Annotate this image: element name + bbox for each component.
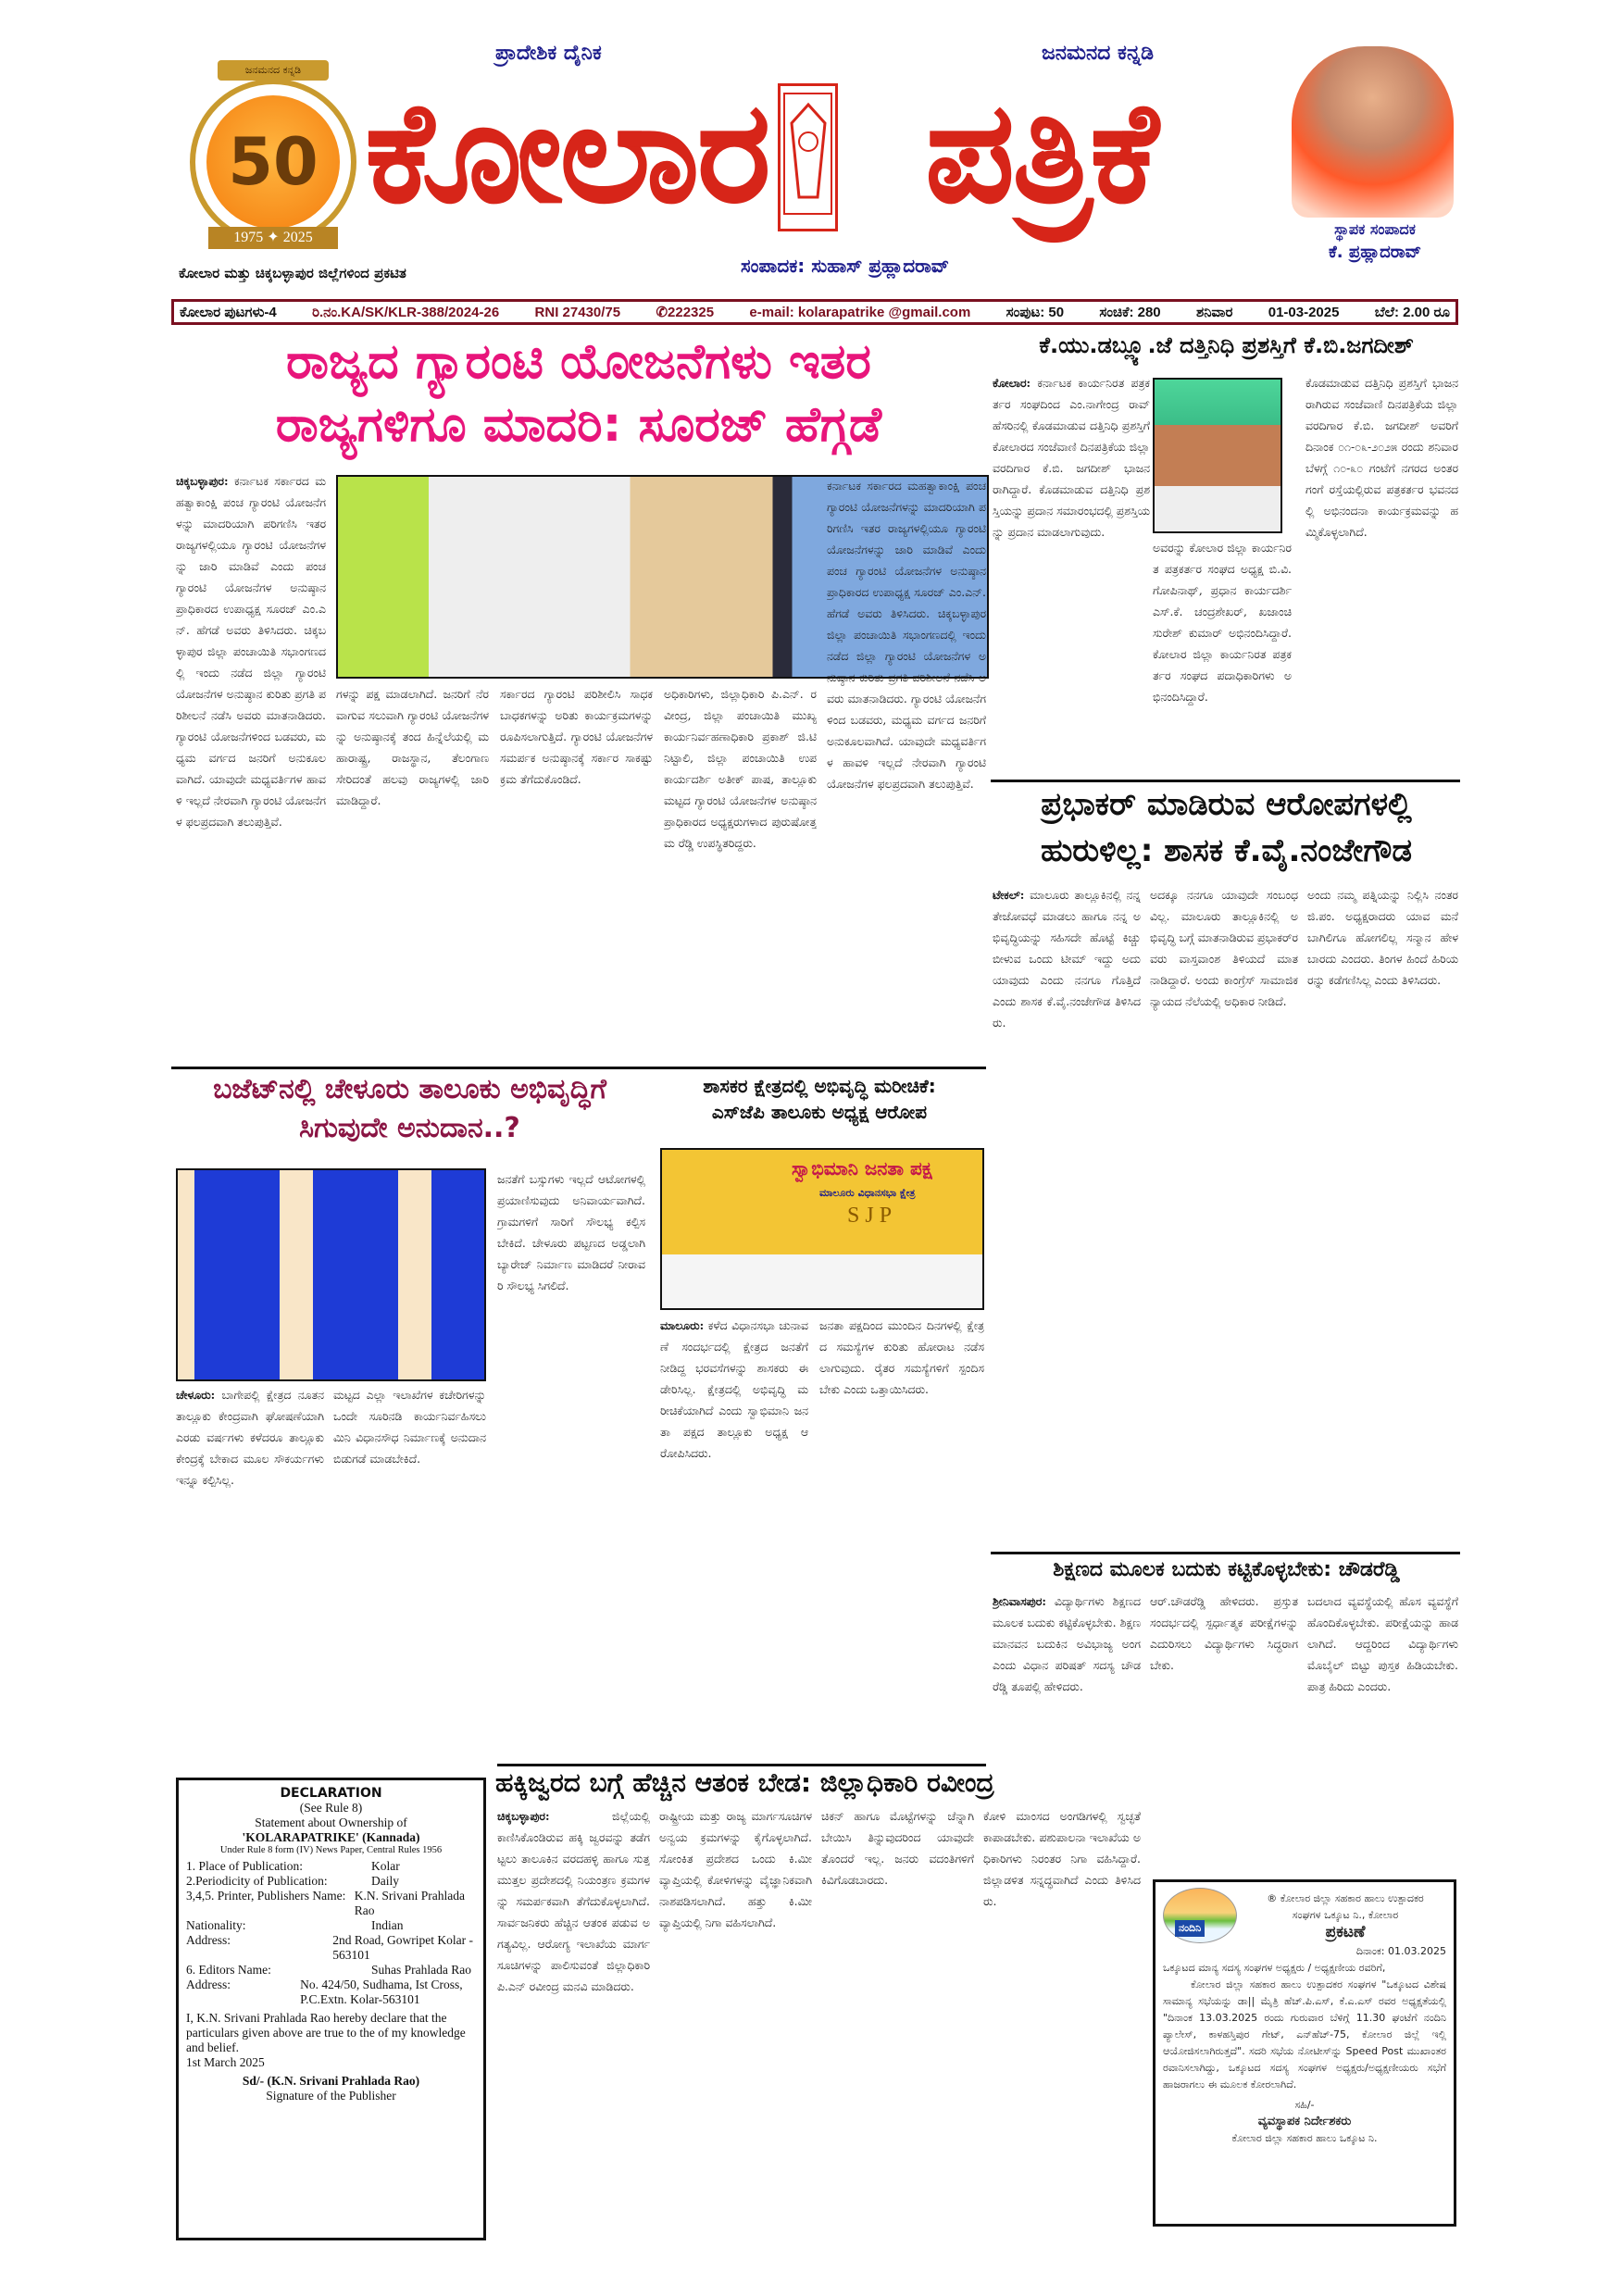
allegation-dateline: ಟೇಕಲ್: [993,888,1025,902]
allegation-body-col3: ಅಂದು ನಮ್ಮ ಪತ್ನಿಯನ್ನು ನಿಲ್ಲಿಸಿ ನಂತರ ಜಿ.ಪಂ. ಅಧ್ಯಕ್ಷರಾದರು ಯಾವ ಮನೆ ಬಾಗಿಲಿಗೂ ಹೋಗಲಿಲ್ಲ ಸನ್ಮಾನ ಹೇಳಬಾರದು ಎಂದರು. ತಿಂಗಳ ಹಿಂದೆ ಹಿರಿಯರನ್ನು ಕಡೆಗಣಿಸಿಲ್ಲ ಎಂದು ತಿಳಿಸಿದರು. [1307,888,1458,987]
budget-photo [176,1168,486,1381]
nandini-logo-icon: ನಂದಿನಿ [1163,1888,1237,1943]
birdflu-headline: ಹಕ್ಕಿಜ್ವರದ ಬಗ್ಗೆ ಹೆಚ್ಚಿನ ಆತಂಕ ಬೇಡ: ಜಿಲ್ಲಾಧಿಕಾರಿ ರವೀಂದ್ರ [495,1767,994,1798]
education-body-col3: ಬದಲಾದ ವ್ಯವಸ್ಥೆಯಲ್ಲಿ ಹೊಸ ವ್ಯವಸ್ಥೆಗೆ ಹೊಂದಿಕೊಳ್ಳಬೇಕು. ಪರೀಕ್ಷೆಯನ್ನು ಹಾಡಲಾಗಿದೆ. ಆದ್ದರಿಂದ ವಿದ್ಯಾರ್ಥಿಗಳು ಮೊಬೈಲ್ ಬಿಟ್ಟು ಪುಸ್ತಕ ಹಿಡಿಯಬೇಕು. ಪಾತ್ರ ಹಿರಿದು ಎಂದರು. [1307,1594,1458,1693]
birdflu-body-col4: ಕೋಳಿ ಮಾಂಸದ ಅಂಗಡಿಗಳಲ್ಲಿ ಸ್ವಚ್ಛತೆ ಕಾಪಾಡಬೇಕು. ಪಶುಪಾಲನಾ ಇಲಾಖೆಯ ಅಧಿಕಾರಿಗಳು ನಿರಂತರ ನಿಗಾ ವಹಿಸಿದ್ದಾರೆ. ಜಿಲ್ಲಾಡಳಿತ ಸನ್ನದ್ಧವಾಗಿದೆ ಎಂದು ತಿಳಿಸಿದರು. [983,1809,1141,1908]
lead-body-col1: ಚಿಕ್ಕಬಳ್ಳಾಪುರ: ಕರ್ನಾಟಕ ಸರ್ಕಾರದ ಮಹತ್ವಾಕಾಂಕ್ಷಿ ಪಂಚ ಗ್ಯಾರಂಟಿ ಯೋಜನೆಗಳನ್ನು ಮಾದರಿಯಾಗಿ ಪರಿಗಣಿಸಿ ಇತರ ರಾಜ್ಯಗಳಲ್ಲಿಯೂ ಗ್ಯಾರಂಟಿ ಯೋಜನೆಗಳನ್ನು ಜಾರಿ ಮಾಡಿವೆ ಎಂದು ಪಂಚ ಗ್ಯಾರಂಟಿ ಯೋಜನೆಗಳ ಅನುಷ್ಠಾನ ಪ್ರಾಧಿಕಾರದ ಉಪಾಧ್ಯಕ್ಷ ಸೂರಜ್ ಎಂ.ಎನ್. ಹೆಗಡೆ ಅವರು ತಿಳಿಸಿದರು. ಚಿಕ್ಕಬಳ್ಳಾಪುರ ಜಿಲ್ಲಾ ಪಂಚಾಯಿತಿ ಸಭಾಂಗಣದಲ್ಲಿ ಇಂದು ನಡೆದ ಜಿಲ್ಲಾ ಗ್ಯಾರಂಟಿ ಯೋಜನೆಗಳ ಅನುಷ್ಠಾನ ಕುರಿತು ಪ್ರಗತಿ ಪರಿಶೀಲನೆ ನಡೆಸಿ ಅವರು ಮಾತನಾಡಿದರು. ಗ್ಯಾರಂಟಿ ಯೋಜನೆಗಳಿಂದ ಬಡವರು, ಮಧ್ಯಮ ವರ್ಗದ ಜನರಿಗೆ ಅನುಕೂಲವಾಗಿದೆ. ಯಾವುದೇ ಮಧ್ಯವರ್ತಿಗಳ ಹಾವಳಿ ಇಲ್ಲದೆ ನೇರವಾಗಿ ಗ್ಯಾರಂಟಿ ಯೋಜನೆಗಳ ಫಲಪ್ರದವಾಗಿ ತಲುಪುತ್ತಿವೆ. [176,474,326,829]
notice-title: ಪ್ರಕಟಣೆ [1325,1923,1366,1941]
lead-body-col4: ಅಧಿಕಾರಿಗಳು, ಜಿಲ್ಲಾಧಿಕಾರಿ ಪಿ.ಎನ್. ರವೀಂದ್ರ, ಜಿಲ್ಲಾ ಪಂಚಾಯಿತಿ ಮುಖ್ಯ ಕಾರ್ಯನಿರ್ವಹಣಾಧಿಕಾರಿ ಪ್ರಕಾಶ್ ಜಿ.ಟಿ ನಿಟ್ಟಾಲಿ, ಜಿಲ್ಲಾ ಪಂಚಾಯಿತಿ ಉಪ ಕಾರ್ಯದರ್ಶಿ ಅತೀಕ್ ಪಾಷ, ತಾಲ್ಲೂಕು ಮಟ್ಟದ ಗ್ಯಾರಂಟಿ ಯೋಜನೆಗಳ ಅನುಷ್ಠಾನ ಪ್ರಾಧಿಕಾರದ ಅಧ್ಯಕ್ಷರುಗಳಾದ ಪುರುಷೋತ್ತಮ ರೆಡ್ಡಿ ಉಪಸ್ಥಿತರಿದ್ದರು. [664,687,817,850]
masthead-title-left: ಕೋಲಾರ [366,71,769,234]
education-body-col2: ಆರ್.ಚೌಡರೆಡ್ಡಿ ಹೇಳಿದರು. ಪ್ರಸ್ತುತ ಸಂದರ್ಭದಲ್ಲಿ ಸ್ಪರ್ಧಾತ್ಮಕ ಪರೀಕ್ಷೆಗಳನ್ನು ಎದುರಿಸಲು ವಿದ್ಯಾರ್ಥಿಗಳು ಸಿದ್ಧರಾಗಬೇಕು. [1150,1594,1298,1672]
lead-body-col3: ಸರ್ಕಾರದ ಗ್ಯಾರಂಟಿ ಪರಿಶೀಲಿಸಿ ಸಾಧಕ ಬಾಧಕಗಳನ್ನು ಅರಿತು ಕಾರ್ಯಕ್ರಮಗಳನ್ನು ರೂಪಿಸಲಾಗುತ್ತಿದೆ. ಗ್ಯಾರಂಟಿ ಯೋಜನೆಗಳ ಸಮರ್ಪಕ ಅನುಷ್ಠಾನಕ್ಕೆ ಸರ್ಕಾರ ಸಾಕಷ್ಟು ಕ್ರಮ ತೆಗೆದುಕೊಂಡಿದೆ. [500,687,653,786]
birdflu-body-col2: ರಾಷ್ಟ್ರೀಯ ಮತ್ತು ರಾಜ್ಯ ಮಾರ್ಗಸೂಚಿಗಳ ಅನ್ವಯ ಕ್ರಮಗಳನ್ನು ಕೈಗೊಳ್ಳಲಾಗಿದೆ. ಸೋಂಕಿತ ಪ್ರದೇಶದ ಒಂದು ಕಿ.ಮೀ ವ್ಯಾಪ್ತಿಯಲ್ಲಿ ಕೋಳಿಗಳನ್ನು ವೈಜ್ಞಾನಿಕವಾಗಿ ನಾಶಪಡಿಸಲಾಗಿದೆ. ಹತ್ತು ಕಿ.ಮೀ ವ್ಯಾಪ್ತಿಯಲ್ಲಿ ನಿಗಾ ವಹಿಸಲಾಗಿದೆ. [659,1809,812,1929]
allegation-body-col1: ಟೇಕಲ್: ಮಾಲೂರು ತಾಲ್ಲೂಕಿನಲ್ಲಿ ನನ್ನ ತೇಜೋವಧೆ ಮಾಡಲು ಹಾಗೂ ನನ್ನ ಅಭಿವೃದ್ಧಿಯನ್ನು ಸಹಿಸದೇ ಹೊಟ್ಟೆ ಕಿಚ್ಚು ಬೀಳುವ ಒಂದು ಟೀಮ್ ಇದ್ದು ಅದು ಯಾವುದು ಎಂದು ನನಗೂ ಗೊತ್ತಿದೆ ಎಂದು ಶಾಸಕ ಕೆ.ವೈ.ನಂಜೇಗೌಡ ತಿಳಿಸಿದರು. [993,888,1141,1029]
allegation-headline-1: ಪ್ರಭಾಕರ್ ಮಾಡಿರುವ ಆರೋಪಗಳಲ್ಲಿ [1041,786,1412,823]
anniversary-logo [181,51,366,255]
budget-body-col1: ಚೇಳೂರು: ಬಾಗೇಪಲ್ಲಿ ಕ್ಷೇತ್ರದ ನೂತನ ತಾಲ್ಲೂಕು ಕೇಂದ್ರವಾಗಿ ಘೋಷಣೆಯಾಗಿ ಎರಡು ವರ್ಷಗಳು ಕಳೆದರೂ ತಾಲ್ಲೂಕು ಕೇಂದ್ರಕ್ಕೆ ಬೇಕಾದ ಮೂಲ ಸೌಕರ್ಯಗಳು ಇನ್ನೂ ಕಲ್ಪಿಸಿಲ್ಲ. [176,1388,324,1487]
logo-number: 50 [206,95,340,229]
page-count: ಕೋಲಾರ ಪುಟಗಳು-4 [180,304,277,320]
birdflu-dateline: ಚಿಕ್ಕಬಳ್ಳಾಪುರ: [497,1809,550,1823]
founder-name: ಕೆ. ಪ್ರಹ್ಲಾದರಾವ್ [1328,243,1422,262]
registration-number: ರಿ.ನಂ.KA/SK/KLR-388/2024-26 [312,304,500,320]
notice-body: ಕೋಲಾರ ಜಿಲ್ಲಾ ಸಹಕಾರ ಹಾಲು ಉತ್ಪಾದಕರ ಸಂಘಗಳ "ಒಕ್ಕೂಟದ ವಿಶೇಷ ಸಾಮಾನ್ಯ ಸಭೆಯನ್ನು ಡಾ|| ಮೈತ್ರಿ ಹೆಚ್.ಪಿ.ಎಸ್, ಕೆ.ಎ.ಎಸ್ ರವರ ಅಧ್ಯಕ್ಷತೆಯಲ್ಲಿ "ದಿನಾಂಕ 13.03.2025 ರಂದು ಗುರುವಾರ ಬೆಳಿಗ್ಗೆ 11.30 ಘಂಟೆಗೆ ನಂದಿನಿ ಪ್ಯಾಲೇಸ್, ಕಾಳಹಸ್ತಿಪುರ ಗೇಟ್, ಎನ್‌ಹೆಚ್-75, ಕೋಲಾರ ಜಿಲ್ಲೆ ಇಲ್ಲಿ ಆಯೋಜಿಸಲಾಗಿರುತ್ತದೆ". ಸದರಿ ಸಭೆಯ ನೋಟೀಸ್‌ನ್ನು Speed Post ಮುಖಾಂತರ ರವಾನಿಸಲಾಗಿದ್ದು, ಒಕ್ಕೂಟದ ಸದಸ್ಯ ಸಂಘಗಳ ಅಧ್ಯಕ್ಷರು/ಅಧ್ಯಕ್ಷಣೀಯರು ಸಭೆಗೆ ಹಾಜರಾಗಲು ಈ ಮೂಲಕ ಕೋರಲಾಗಿದೆ. [1163,1978,1446,2090]
lead-dateline: ಚಿಕ್ಕಬಳ್ಳಾಪುರ: [176,474,229,488]
sjp-body-col2: ಜನತಾ ಪಕ್ಷದಿಂದ ಮುಂದಿನ ದಿನಗಳಲ್ಲಿ ಕ್ಷೇತ್ರದ ಸಮಸ್ಯೆಗಳ ಕುರಿತು ಹೋರಾಟ ನಡೆಸಲಾಗುವುದು. ರೈತರ ಸಮಸ್ಯೆಗಳಿಗೆ ಸ್ಪಂದಿಸಬೇಕು ಎಂದು ಒತ್ತಾಯಿಸಿದರು. [819,1318,984,1396]
nandini-notice: ನಂದಿನಿ ® ಕೋಲಾರ ಜಿಲ್ಲಾ ಸಹಕಾರ ಹಾಲು ಉತ್ಪಾದಕರ ಸಂಘಗಳ ಒಕ್ಕೂಟ ನಿ., ಕೋಲಾರ ಪ್ರಕಟಣೆ ದಿನಾಂಕ: 01.03.2025 ಒಕ್ಕೂಟದ ಮಾನ್ಯ ಸದಸ್ಯ ಸಂಘಗಳ ಅಧ್ಯಕ್ಷರು / ಅಧ್ಯಕ್ಷಣೀಯ ರವರಿಗೆ, ಕೋಲಾರ ಜಿಲ್ಲಾ ಸಹಕಾರ ಹಾಲು ಉತ್ಪಾದಕರ ಸಂಘಗಳ "ಒಕ್ಕೂಟದ ವಿಶೇಷ ಸಾಮಾನ್ಯ ಸಭೆಯನ್ನು ಡಾ|| ಮೈತ್ರಿ ಹೆಚ್.ಪಿ.ಎಸ್, ಕೆ.ಎ.ಎಸ್ ರವರ ಅಧ್ಯಕ್ಷತೆಯಲ್ಲಿ "ದಿನಾಂಕ 13.03.2025 ರಂದು ಗುರುವಾರ ಬೆಳಿಗ್ಗೆ 11.30 ಘಂಟೆಗೆ ನಂದಿನಿ ಪ್ಯಾಲೇಸ್, ಕಾಳಹಸ್ತಿಪುರ ಗೇಟ್, ಎನ್‌ಹೆಚ್-75, ಕೋಲಾರ ಜಿಲ್ಲೆ ಇಲ್ಲಿ ಆಯೋಜಿಸಲಾಗಿರುತ್ತದೆ". ಸದರಿ ಸಭೆಯ ನೋಟೀಸ್‌ನ್ನು Speed Post ಮುಖಾಂತರ ರವಾನಿಸಲಾಗಿದ್ದು, ಒಕ್ಕೂಟದ ಸದಸ್ಯ ಸಂಘಗಳ ಅಧ್ಯಕ್ಷರು/ಅಧ್ಯಕ್ಷಣೀಯರು ಸಭೆಗೆ ಹಾಜರಾಗಲು ಈ ಮೂಲಕ ಕೋರಲಾಗಿದೆ. ಸಹಿ/- ವ್ಯವಸ್ಥಾಪಕ ನಿರ್ದೇಶಕರು ಕೋಲಾರ ಜಿಲ್ಲಾ ಸಹಕಾರ ಹಾಲು ಒಕ್ಕೂಟ ನಿ. [1153,1879,1456,2227]
sjp-photo [660,1148,984,1310]
issue: ಸಂಚಿಕೆ: 280 [1099,304,1161,320]
education-body-col1: ಶ್ರೀನಿವಾಸಪುರ: ವಿದ್ಯಾರ್ಥಿಗಳು ಶಿಕ್ಷಣದ ಮೂಲಕ ಬದುಕು ಕಟ್ಟಿಕೊಳ್ಳಬೇಕು. ಶಿಕ್ಷಣ ಮಾನವನ ಬದುಕಿನ ಅವಿಭಾಜ್ಯ ಅಂಗ ಎಂದು ವಿಧಾನ ಪರಿಷತ್ ಸದಸ್ಯ ಚೌಡರೆಡ್ಡಿ ತೂಪಲ್ಲಿ ಹೇಳಿದರು. [993,1594,1141,1693]
lead-body-col5: ಕರ್ನಾಟಕ ಸರ್ಕಾರದ ಮಹತ್ವಾಕಾಂಕ್ಷಿ ಪಂಚ ಗ್ಯಾರಂಟಿ ಯೋಜನೆಗಳನ್ನು ಮಾದರಿಯಾಗಿ ಪರಿಗಣಿಸಿ ಇತರ ರಾಜ್ಯಗಳಲ್ಲಿಯೂ ಗ್ಯಾರಂಟಿ ಯೋಜನೆಗಳನ್ನು ಜಾರಿ ಮಾಡಿವೆ ಎಂದು ಪಂಚ ಗ್ಯಾರಂಟಿ ಯೋಜನೆಗಳ ಅನುಷ್ಠಾನ ಪ್ರಾಧಿಕಾರದ ಉಪಾಧ್ಯಕ್ಷ ಸೂರಜ್ ಎಂ.ಎನ್. ಹೆಗಡೆ ಅವರು ತಿಳಿಸಿದರು. ಚಿಕ್ಕಬಳ್ಳಾಪುರ ಜಿಲ್ಲಾ ಪಂಚಾಯಿತಿ ಸಭಾಂಗಣದಲ್ಲಿ ಇಂದು ನಡೆದ ಜಿಲ್ಲಾ ಗ್ಯಾರಂಟಿ ಯೋಜನೆಗಳ ಅನುಷ್ಠಾನ ಕುರಿತು ಪ್ರಗತಿ ಪರಿಶೀಲನೆ ನಡೆಸಿ ಅವರು ಮಾತನಾಡಿದರು. ಗ್ಯಾರಂಟಿ ಯೋಜನೆಗಳಿಂದ ಬಡವರು, ಮಧ್ಯಮ ವರ್ಗದ ಜನರಿಗೆ ಅನುಕೂಲವಾಗಿದೆ. ಯಾವುದೇ ಮಧ್ಯವರ್ತಿಗಳ ಹಾವಳಿ ಇಲ್ಲದೆ ನೇರವಾಗಿ ಗ್ಯಾರಂಟಿ ಯೋಜನೆಗಳ ಫಲಪ್ರದವಾಗಿ ತಲುಪುತ್ತಿವೆ. [827,479,986,791]
budget-dateline: ಚೇಳೂರು: [176,1388,216,1402]
education-dateline: ಶ್ರೀನಿವಾಸಪುರ: [993,1594,1046,1608]
budget-headline-1: ಬಜೆಟ್‌ನಲ್ಲಿ ಚೇಳೂರು ತಾಲೂಕು ಅಭಿವೃದ್ಧಿಗೆ [213,1073,606,1105]
allegation-body-col2: ಅದಕ್ಕೂ ನನಗೂ ಯಾವುದೇ ಸಂಬಂಧವಿಲ್ಲ. ಮಾಲೂರು ತಾಲ್ಲೂಕಿನಲ್ಲಿ ಅಭಿವೃದ್ಧಿ ಬಗ್ಗೆ ಮಾತನಾಡಿರುವ ಪ್ರಭಾಕರ್‌ರವರು ವಾಸ್ತವಾಂಶ ತಿಳಿಯದೆ ಮಾತನಾಡಿದ್ದಾರೆ. ಅಂದು ಕಾಂಗ್ರೆಸ್ ಸಾಮಾಜಿಕ ನ್ಯಾಯದ ನೆಲೆಯಲ್ಲಿ ಅಧಿಕಾರ ನೀಡಿದೆ. [1150,888,1298,1008]
ownership-declaration: DECLARATION (See Rule 8) Statement about Ownership of 'KOLARAPATRIKE' (Kannada) Under Rule 8 form (IV) News Paper, Central Rules 1956 1. Place of Publication: Kolar 2.Periodicity of Publication: Daily 3,4,5. Printer, Publishers Name: K.N. Srivani Prahlada Rao Nationality: Indian Address: 2nd Road, Gowripet Kolar - 563101 6. Editors Name: Suhas Prahlada Rao Address: No. 424/50, Sudhama, Ist Cross, P.C.Extn. Kolar-563101 I, K.N. Srivani Prahlada Rao hereby declare that the particulars given above are true to the of my knowledge and belief. 1st March 2025 Sd/- (K.N. Srivani Prahlada Rao) Signature of the Publisher [176,1778,486,2240]
section-divider [171,1067,986,1069]
declaration-title: DECLARATION [280,1786,382,1801]
section-divider [991,780,1460,782]
founder-photo [1292,46,1454,218]
allegation-headline-2: ಹುರುಳಿಲ್ಲ: ಶಾಸಕ ಕೆ.ವೈ.ನಂಜೇಗೌಡ [1040,832,1413,869]
award-dateline: ಕೋಲಾರ: [993,376,1031,390]
award-body-col1: ಕೋಲಾರ: ಕರ್ನಾಟಕ ಕಾರ್ಯನಿರತ ಪತ್ರಕರ್ತರ ಸಂಘದಿಂದ ಎಂ.ನಾಗೇಂದ್ರ ರಾವ್ ಹೆಸರಿನಲ್ಲಿ ಕೊಡಮಾಡುವ ದತ್ತಿನಿಧಿ ಪ್ರಶಸ್ತಿಗೆ ಕೋಲಾರದ ಸಂಜೆವಾಣಿ ದಿನಪತ್ರಿಕೆಯ ಜಿಲ್ಲಾ ವರದಿಗಾರ ಕೆ.ಬಿ. ಜಗದೀಶ್ ಭಾಜನರಾಗಿದ್ದಾರೆ. ಕೊಡಮಾಡುವ ದತ್ತಿನಿಧಿ ಪ್ರಶಸ್ತಿಯನ್ನು ಪ್ರದಾನ ಸಮಾರಂಭದಲ್ಲಿ ಪ್ರಶಸ್ತಿಯನ್ನು ಪ್ರದಾನ ಮಾಡಲಾಗುವುದು. [993,376,1150,539]
birdflu-body-col1: ಚಿಕ್ಕಬಳ್ಳಾಪುರ: ಜಿಲ್ಲೆಯಲ್ಲಿ ಕಾಣಿಸಿಕೊಂಡಿರುವ ಹಕ್ಕಿ ಜ್ವರವನ್ನು ತಡೆಗಟ್ಟಲು ತಾಲೂಕಿನ ವರದಹಳ್ಳಿ ಹಾಗೂ ಸುತ್ತಮುತ್ತಲ ಪ್ರದೇಶದಲ್ಲಿ ನಿಯಂತ್ರಣ ಕ್ರಮಗಳನ್ನು ಸಮರ್ಪಕವಾಗಿ ತೆಗೆದುಕೊಳ್ಳಲಾಗಿದೆ. ಸಾರ್ವಜನಿಕರು ಹೆಚ್ಚಿನ ಆತಂಕ ಪಡುವ ಅಗತ್ಯವಿಲ್ಲ. ಆರೋಗ್ಯ ಇಲಾಖೆಯ ಮಾರ್ಗಸೂಚಿಗಳನ್ನು ಪಾಲಿಸುವಂತೆ ಜಿಲ್ಲಾಧಿಕಾರಿ ಪಿ.ಎನ್ ರವೀಂದ್ರ ಮನವಿ ಮಾಡಿದರು. [497,1809,650,1993]
lead-body-col2: ಗಳನ್ನು ಪಕ್ಷ ಮಾಡಲಾಗಿದೆ. ಜನರಿಗೆ ನೆರವಾಗುವ ಸಲುವಾಗಿ ಗ್ಯಾರಂಟಿ ಯೋಜನೆಗಳನ್ನು ಅನುಷ್ಠಾನಕ್ಕೆ ತಂದ ಹಿನ್ನೆಲೆಯಲ್ಲಿ ಮಹಾರಾಷ್ಟ್ರ, ರಾಜಸ್ಥಾನ, ತೆಲಂಗಾಣ ಸೇರಿದಂತೆ ಹಲವು ರಾಜ್ಯಗಳಲ್ಲಿ ಜಾರಿ ಮಾಡಿದ್ದಾರೆ. [336,687,489,807]
sjp-headline-2: ಎಸ್‌ಜೆಪಿ ತಾಲೂಕು ಅಧ್ಯಕ್ಷ ಆರೋಪ [711,1101,928,1123]
masthead-emblem-icon [778,83,838,231]
weekday: ಶನಿವಾರ [1195,304,1233,320]
notice-date: ದಿನಾಂಕ: 01.03.2025 [1355,1945,1446,1957]
award-body-col3: ಕೊಡಮಾಡುವ ದತ್ತಿನಿಧಿ ಪ್ರಶಸ್ತಿಗೆ ಭಾಜನರಾಗಿರುವ ಸಂಜೆವಾಣಿ ದಿನಪತ್ರಿಕೆಯ ಜಿಲ್ಲಾ ವರದಿಗಾರ ಕೆ.ಬಿ. ಜಗದೀಶ್ ಅವರಿಗೆ ದಿನಾಂಕ ೦೧-೦೩-೨೦೨೫ ರಂದು ಶನಿವಾರ ಬೆಳಗ್ಗೆ ೧೦-೩೦ ಗಂಟೆಗೆ ನಗರದ ಅಂತರಗಂಗೆ ರಸ್ತೆಯಲ್ಲಿರುವ ಪತ್ರಕರ್ತರ ಭವನದಲ್ಲಿ ಅಭಿನಂದನಾ ಕಾರ್ಯಕ್ರಮವನ್ನು ಹಮ್ಮಿಕೊಳ್ಳಲಾಗಿದೆ. [1305,376,1458,539]
email-address[interactable]: e-mail: kolarapatrike @gmail.com [749,304,971,320]
masthead-title-right: ಪತ್ರಿಕೆ [926,71,1157,234]
award-headline: ಕೆ.ಯು.ಡಬ್ಲ್ಯೂ.ಜೆ ದತ್ತಿನಿಧಿ ಪ್ರಶಸ್ತಿಗೆ ಕೆ.ಬಿ.ಜಗದೀಶ್ [1039,332,1414,358]
section-divider [991,1552,1460,1554]
logo-ribbon: ಜನಮನದ ಕನ್ನಡಿ [218,60,329,81]
lead-headline-2: ರಾಜ್ಯಗಳಿಗೂ ಮಾದರಿ: ಸೂರಜ್ ಹೆಗ್ಗಡೆ [275,397,882,453]
sjp-dateline: ಮಾಲೂರು: [660,1318,705,1332]
founder-role: ಸ್ಥಾಪಕ ಸಂಪಾದಕ [1334,220,1416,238]
budget-headline-2: ಸಿಗುವುದೇ ಅನುದಾನ..? [299,1112,520,1144]
award-photo [1153,378,1282,533]
tagline-right: ಜನಮನದ ಕನ್ನಡಿ [1042,42,1155,65]
sjp-body-col1: ಮಾಲೂರು: ಕಳೆದ ವಿಧಾನಸಭಾ ಚುನಾವಣೆ ಸಂದರ್ಭದಲ್ಲಿ ಕ್ಷೇತ್ರದ ಜನತೆಗೆ ನೀಡಿದ್ದ ಭರವಸೆಗಳನ್ನು ಶಾಸಕರು ಈಡೇರಿಸಿಲ್ಲ. ಕ್ಷೇತ್ರದಲ್ಲಿ ಅಭಿವೃದ್ಧಿ ಮರೀಚಿಕೆಯಾಗಿದೆ ಎಂದು ಸ್ವಾಭಿಮಾನಿ ಜನತಾ ಪಕ್ಷದ ತಾಲ್ಲೂಕು ಅಧ್ಯಕ್ಷ ಆರೋಪಿಸಿದರು. [660,1318,808,1460]
tagline-left: ಪ್ರಾದೇಶಿಕ ದೈನಿಕ [495,42,602,65]
volume: ಸಂಪುಟ: 50 [1006,304,1065,320]
info-bar [171,299,1458,325]
section-divider [497,1764,986,1766]
issue-date: 01-03-2025 [1268,304,1340,320]
logo-years: 1975 ✦ 2025 [208,227,338,249]
sjp-headline-1: ಶಾಸಕರ ಕ್ಷೇತ್ರದಲ್ಲಿ ಅಭಿವೃದ್ಧಿ ಮರೀಚಿಕೆ: [703,1075,936,1097]
sjp-banner-title: ಸ್ವಾಭಿಮಾನಿ ಜನತಾ ಪಕ್ಷ [792,1157,932,1179]
birdflu-body-col3: ಚಿಕನ್ ಹಾಗೂ ಮೊಟ್ಟೆಗಳನ್ನು ಚೆನ್ನಾಗಿ ಬೇಯಿಸಿ ತಿನ್ನುವುದರಿಂದ ಯಾವುದೇ ತೊಂದರೆ ಇಲ್ಲ. ಜನರು ವದಂತಿಗಳಿಗೆ ಕಿವಿಗೊಡಬಾರದು. [821,1809,974,1887]
price: ಬೆಲೆ: 2.00 ರೂ [1374,304,1450,320]
phone-number: ✆222325 [656,305,715,320]
editor-line: ಸಂಪಾದಕ: ಸುಹಾಸ್ ಪ್ರಹ್ಲಾದರಾವ್ [741,255,950,277]
rni-number: RNI 27430/75 [534,304,621,320]
budget-body-col3: ಜನತೆಗೆ ಬಸ್ಸುಗಳು ಇಲ್ಲದೆ ಆಟೋಗಳಲ್ಲಿ ಪ್ರಯಾಣಿಸುವುದು ಅನಿವಾರ್ಯವಾಗಿದೆ. ಗ್ರಾಮಗಳಿಗೆ ಸಾರಿಗೆ ಸೌಲಭ್ಯ ಕಲ್ಪಿಸಬೇಕಿದೆ. ಚೇಳೂರು ಪಟ್ಟಣದ ಅಡ್ಡಲಾಗಿ ಬ್ಯಾರೇಜ್ ನಿರ್ಮಾಣ ಮಾಡಿದರೆ ನೀರಾವರಿ ಸೌಲಭ್ಯ ಸಿಗಲಿದೆ. [497,1172,645,1292]
lead-headline-1: ರಾಜ್ಯದ ಗ್ಯಾರಂಟಿ ಯೋಜನೆಗಳು ಇತರ [286,334,871,390]
budget-body-col2: ಮಟ್ಟದ ಎಲ್ಲಾ ಇಲಾಖೆಗಳ ಕಚೇರಿಗಳನ್ನು ಒಂದೇ ಸೂರಿನಡಿ ಕಾರ್ಯನಿರ್ವಹಿಸಲು ಮಿನಿ ವಿಧಾನಸೌಧ ನಿರ್ಮಾಣಕ್ಕೆ ಅನುದಾನ ಬಿಡುಗಡೆ ಮಾಡಬೇಕಿದೆ. [333,1388,486,1466]
sjp-banner-abbr: SJP [847,1204,898,1228]
education-headline: ಶಿಕ್ಷಣದ ಮೂಲಕ ಬದುಕು ಕಟ್ಟಿಕೊಳ್ಳಬೇಕು: ಚೌಡರೆಡ್ಡಿ [1053,1558,1400,1581]
publication-region: ಕೋಲಾರ ಮತ್ತು ಚಿಕ್ಕಬಳ್ಳಾಪುರ ಜಿಲ್ಲೆಗಳಿಂದ ಪ್ರಕಟಿತ [179,265,406,281]
sjp-banner-sub: ಮಾಲೂರು ವಿಧಾನಸಭಾ ಕ್ಷೇತ್ರ [819,1187,916,1199]
award-body-col2: ಅವರನ್ನು ಕೋಲಾರ ಜಿಲ್ಲಾ ಕಾರ್ಯನಿರತ ಪತ್ರಕರ್ತರ ಸಂಘದ ಅಧ್ಯಕ್ಷ ಬಿ.ವಿ. ಗೋಪಿನಾಥ್, ಪ್ರಧಾನ ಕಾರ್ಯದರ್ಶಿ ಎಸ್.ಕೆ. ಚಂದ್ರಶೇಖರ್, ಖಜಾಂಚಿ ಸುರೇಶ್ ಕುಮಾರ್ ಅಭಿನಂದಿಸಿದ್ದಾರೆ. ಕೋಲಾರ ಜಿಲ್ಲಾ ಕಾರ್ಯನಿರತ ಪತ್ರಕರ್ತರ ಸಂಘದ ಪದಾಧಿಕಾರಿಗಳು ಅಭಿನಂದಿಸಿದ್ದಾರೆ. [1153,541,1292,704]
